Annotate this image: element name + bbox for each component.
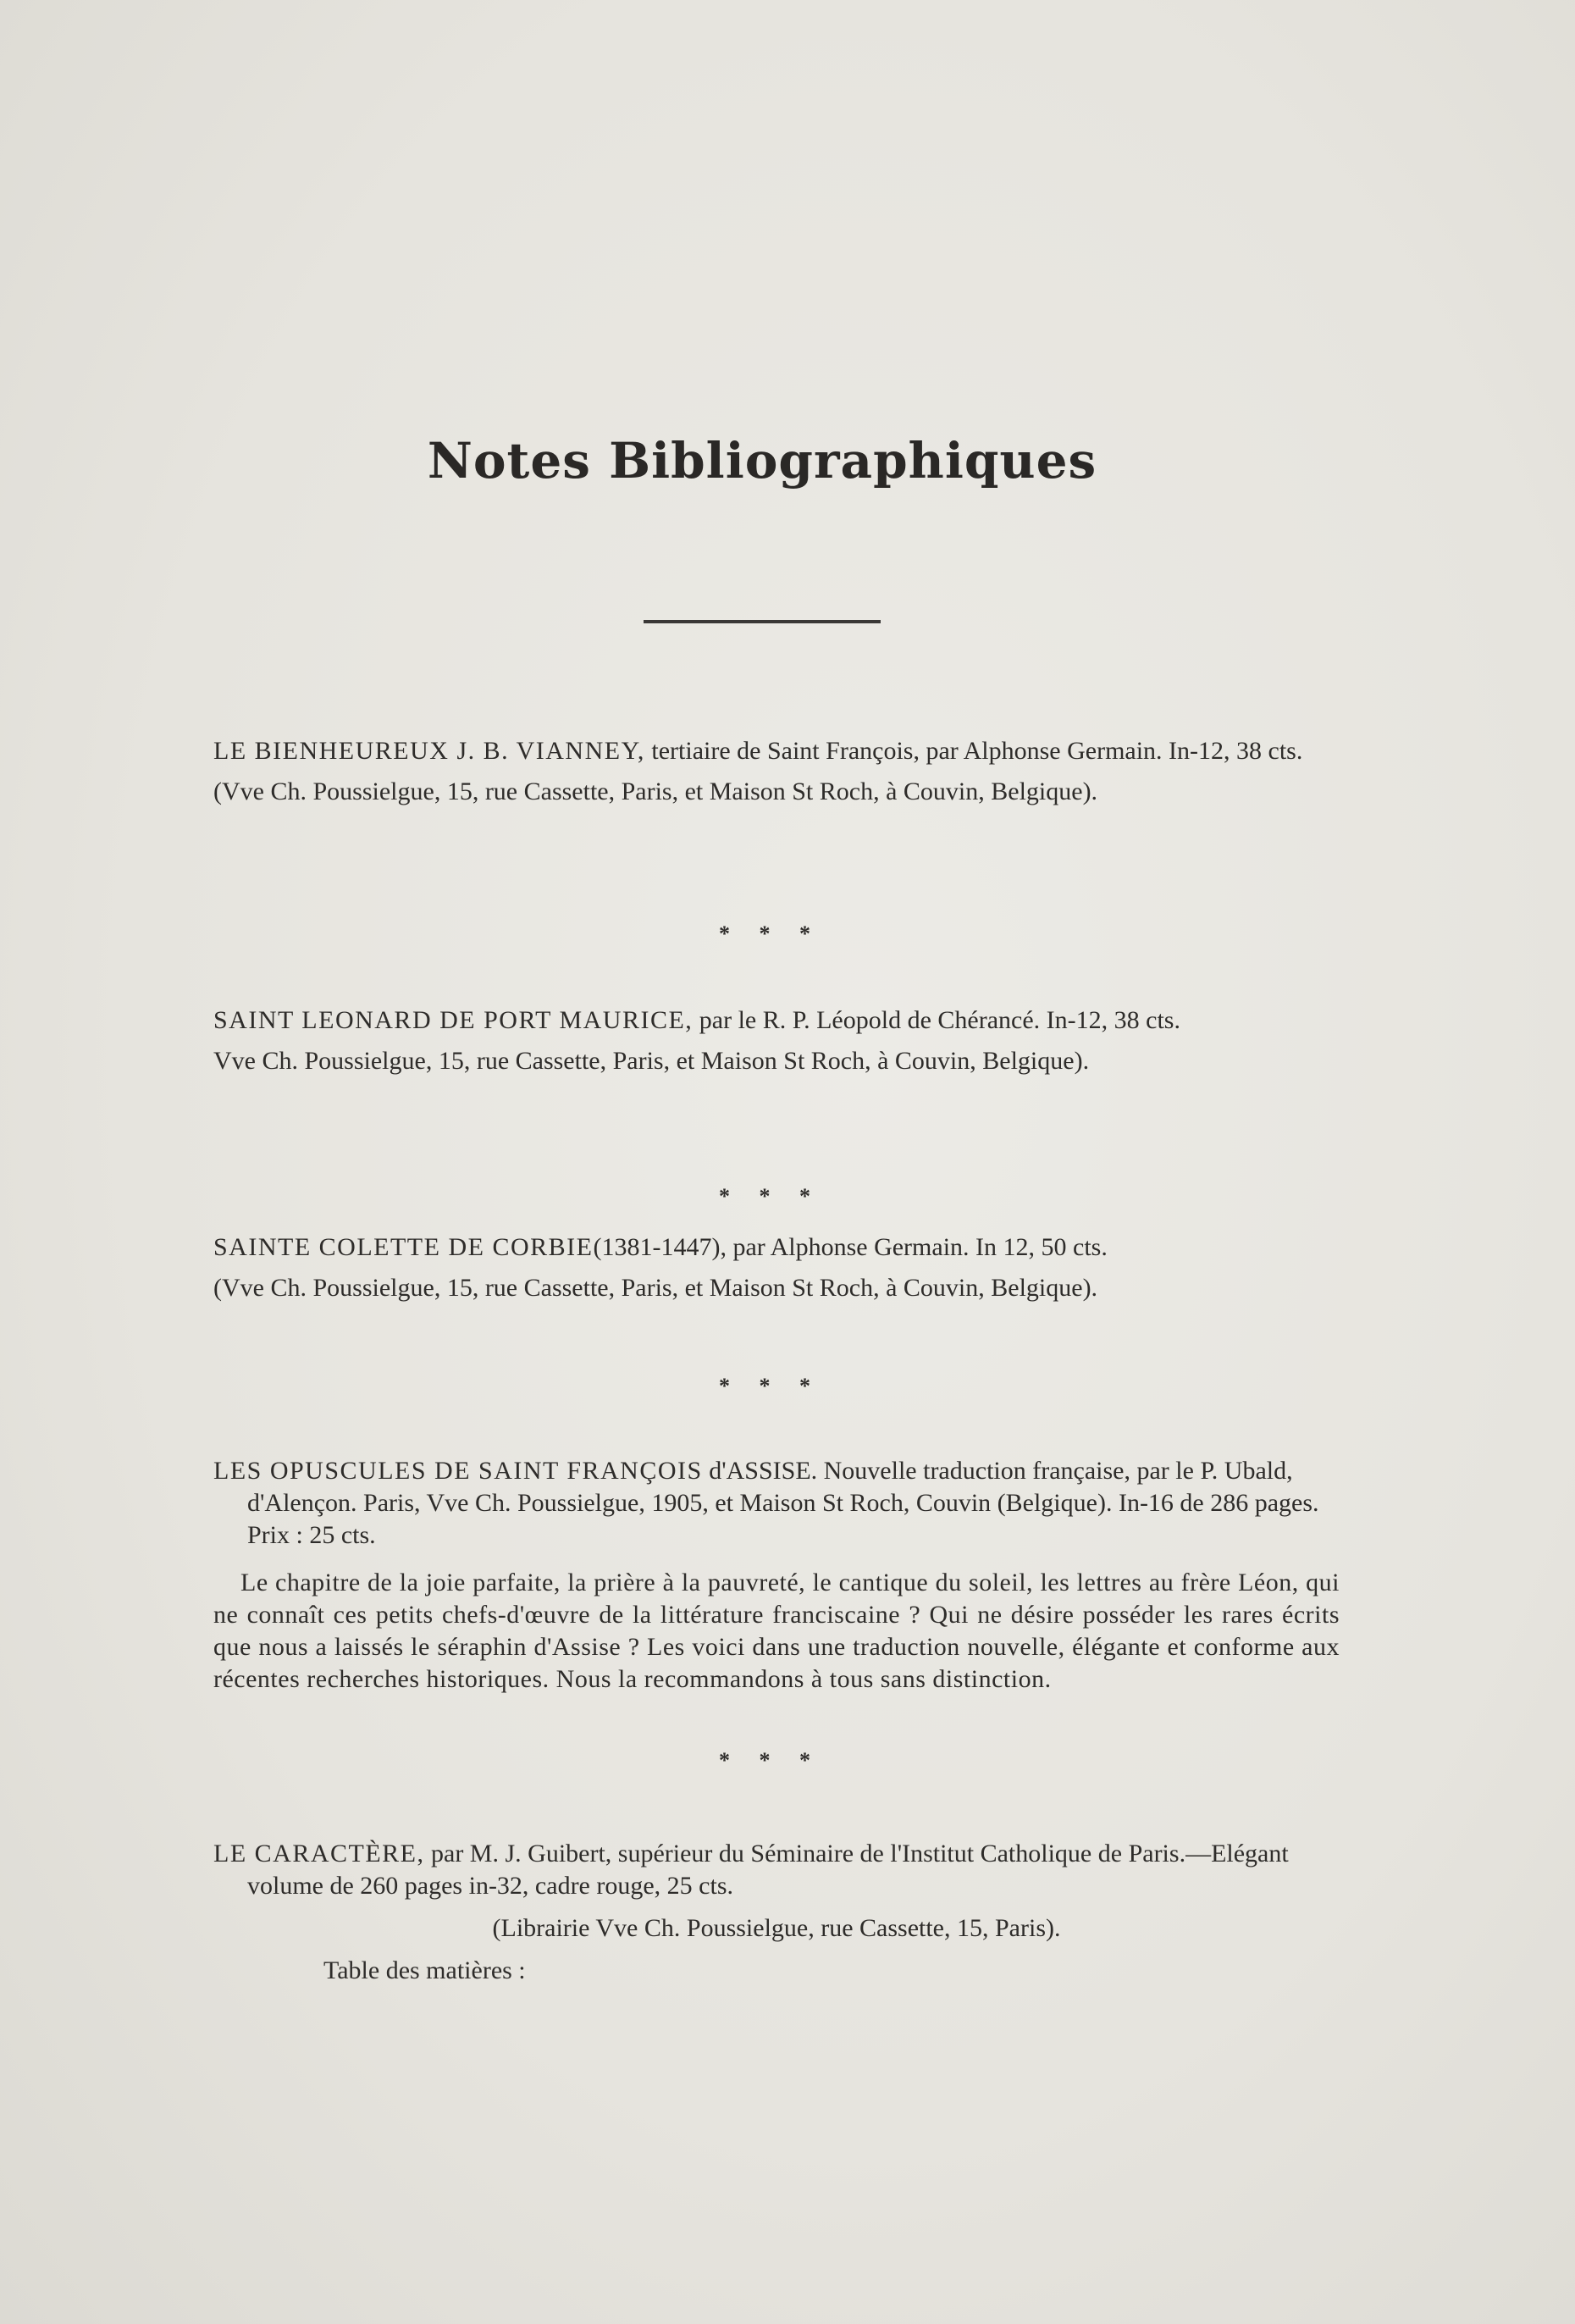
entry-title: SAINTE COLETTE DE CORBIE bbox=[213, 1233, 594, 1261]
entry-detail: (1381-1447), par Alphonse Germain. In 12, 50 cts. bbox=[593, 1233, 1108, 1261]
entry-title: LE BIENHEUREUX J. B. VIANNEY, bbox=[213, 737, 645, 765]
entry-detail: par le R. P. Léopold de Chérancé. In-12, 38 cts. bbox=[693, 1006, 1180, 1034]
bibliography-entry-colette bbox=[213, 1231, 1340, 1304]
entry-citation bbox=[213, 1231, 1340, 1264]
entry-citation bbox=[213, 1838, 1340, 1902]
title-rule bbox=[644, 620, 881, 623]
bibliography-entry-caractere bbox=[213, 1838, 1340, 1987]
entry-description: Le chapitre de la joie parfaite, la prière à la pauvreté, le cantique du soleil, les lettres au frère Léon, qui ne connaît ces petits chefs-d'œuvre de la littérature franciscaine ? Qui ne désire posséder les rares écrits que nous a laissés le séraphin d'Assise ? Les voici dans une traduction nouvelle, élégante et conforme aux récentes recherches historiques. Nous la recommandons à tous sans distinction. bbox=[213, 1569, 1340, 1693]
bibliography-entry-leonard bbox=[213, 1004, 1340, 1077]
entry-detail: par M. J. Guibert, supérieur du Séminaire de l'Institut Catholique de Paris.—Elégant volume de 260 pages in-32, cadre rouge, 25 cts. bbox=[247, 1840, 1289, 1900]
entry-detail: d'ASSISE. Nouvelle traduction française, par le P. Ubald, d'Alençon. Paris, Vve Ch. Poussielgue, 1905, et Maison St Roch, Couvin (Belgique). In-16 de 286 pages. Prix : 25 cts. bbox=[247, 1457, 1319, 1549]
entry-citation bbox=[213, 1004, 1340, 1037]
bibliography-entry-opuscules bbox=[213, 1455, 1340, 1696]
entry-publisher: (Librairie Vve Ch. Poussielgue, rue Cassette, 15, Paris). bbox=[492, 1914, 1061, 1942]
entry-title: SAINT LEONARD DE PORT MAURICE, bbox=[213, 1006, 694, 1034]
entry-citation bbox=[213, 1455, 1340, 1552]
section-separator: * * * bbox=[719, 1184, 822, 1209]
entry-detail: tertiaire de Saint François, par Alphonse Germain. In-12, 38 cts. bbox=[644, 737, 1303, 765]
entry-title: LE CARACTÈRE, bbox=[213, 1840, 425, 1868]
section-separator: * * * bbox=[719, 921, 822, 946]
bibliography-entry-vianney bbox=[213, 735, 1340, 808]
entry-publisher: Vve Ch. Poussielgue, 15, rue Cassette, Paris, et Maison St Roch, à Couvin, Belgique). bbox=[213, 1047, 1090, 1075]
entry-title: LES OPUSCULES DE SAINT FRANÇOIS bbox=[213, 1457, 703, 1485]
table-of-contents-label: Table des matières : bbox=[323, 1956, 526, 1984]
section-separator: * * * bbox=[719, 1374, 822, 1398]
entry-publisher: (Vve Ch. Poussielgue, 15, rue Cassette, Paris, et Maison St Roch, à Couvin, Belgique). bbox=[213, 777, 1098, 805]
page-title: Notes Bibliographiques bbox=[427, 432, 1097, 490]
entry-citation bbox=[213, 735, 1340, 767]
section-separator: * * * bbox=[719, 1748, 822, 1773]
entry-publisher: (Vve Ch. Poussielgue, 15, rue Cassette, Paris, et Maison St Roch, à Couvin, Belgique). bbox=[213, 1274, 1098, 1302]
